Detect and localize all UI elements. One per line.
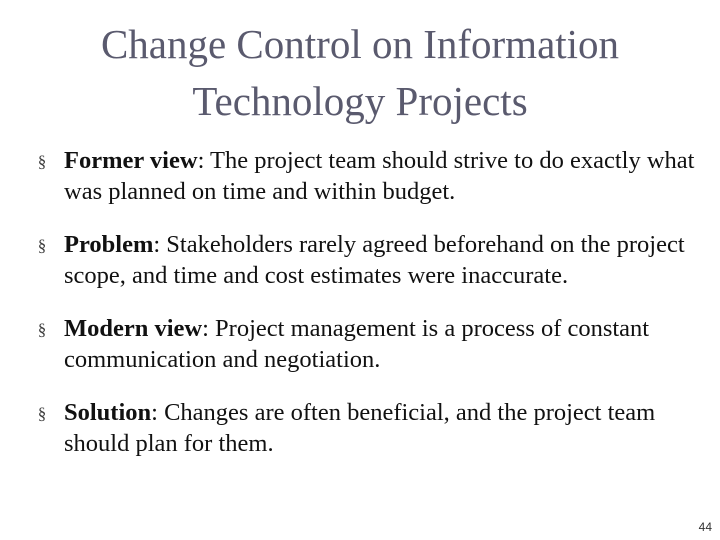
bullet-term: Solution bbox=[64, 399, 152, 426]
title-line-1: Change Control on Information bbox=[100, 21, 620, 67]
bullet-text: : Project management is a process of constant communication and negotiation. bbox=[64, 315, 650, 373]
bullet-text: : Changes are often beneficial, and the project team should plan for them. bbox=[64, 399, 656, 457]
bullet-former-view bbox=[30, 145, 700, 207]
bullet-term: Modern view bbox=[64, 315, 203, 342]
bullet-marker-icon: § bbox=[37, 320, 47, 339]
bullet-problem bbox=[30, 229, 700, 291]
bullet-solution bbox=[30, 397, 700, 459]
slide-number: 44 bbox=[698, 520, 712, 534]
slide-title bbox=[0, 16, 720, 130]
bullet-marker-icon: § bbox=[37, 236, 47, 255]
bullet-term: Former view bbox=[64, 147, 198, 174]
bullet-text: : Stakeholders rarely agreed beforehand on the project scope, and time and cost estimates were inaccurate. bbox=[64, 231, 685, 289]
bullet-list bbox=[30, 145, 700, 459]
bullet-text: : The project team should strive to do exactly what was planned on time and within budget. bbox=[64, 147, 695, 205]
title-line-2: Technology Projects bbox=[192, 78, 528, 124]
bullet-term: Problem bbox=[64, 231, 154, 258]
bullet-marker-icon: § bbox=[37, 152, 47, 171]
bullet-marker-icon: § bbox=[37, 404, 47, 423]
bullet-modern-view bbox=[30, 313, 700, 375]
